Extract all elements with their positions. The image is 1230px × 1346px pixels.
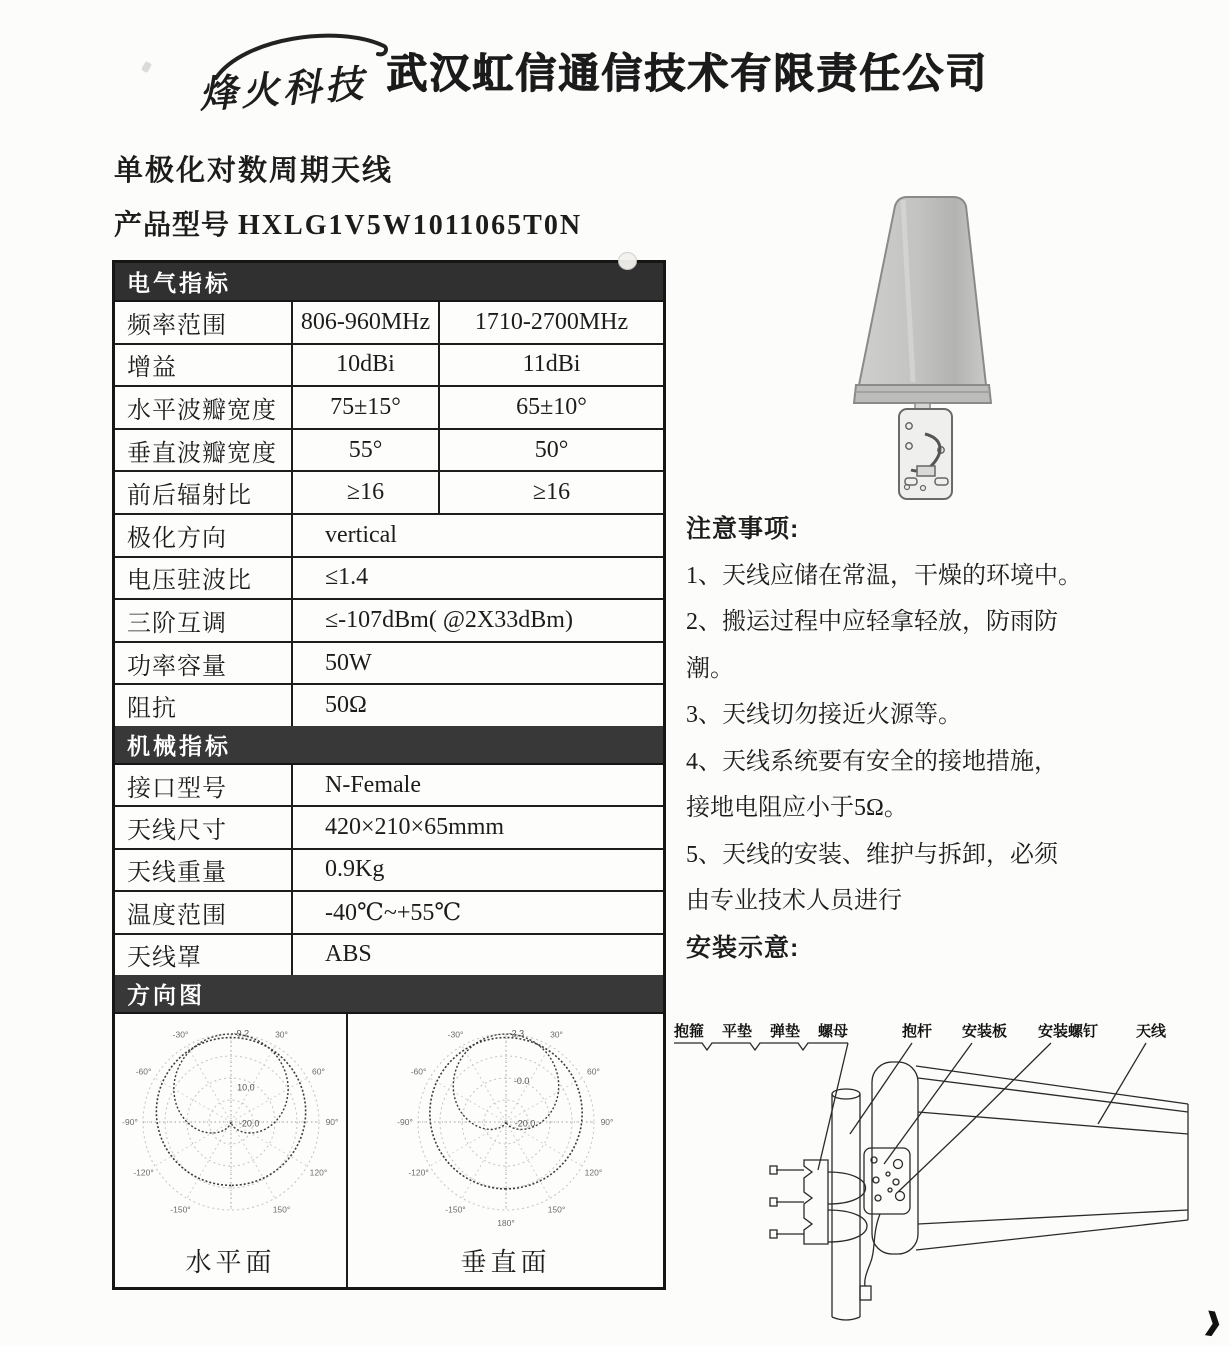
section-header-electrical: 电气指标 <box>115 263 663 302</box>
svg-text:-30°: -30° <box>172 1029 188 1040</box>
vertical-pattern-chart <box>392 1016 620 1244</box>
spec-row <box>115 685 663 726</box>
spec-label: 频率范围 <box>115 302 293 343</box>
svg-text:-60°: -60° <box>410 1066 426 1077</box>
spec-value: N-Female <box>325 771 421 798</box>
spec-row <box>115 850 663 892</box>
spec-label: 垂直波瓣宽度 <box>115 430 293 471</box>
spec-label: 温度范围 <box>115 892 293 932</box>
svg-text:30°: 30° <box>549 1029 563 1040</box>
spec-value-low-band: 75±15° <box>293 387 440 428</box>
label-spring-washer: 弹垫 <box>770 1023 801 1040</box>
spec-row <box>115 807 663 849</box>
spec-value: vertical <box>325 521 397 548</box>
spec-label: 前后辐射比 <box>115 472 293 513</box>
svg-text:-0.0: -0.0 <box>513 1076 529 1087</box>
spec-label: 极化方向 <box>115 515 293 556</box>
spec-value-high-band: 50° <box>534 436 569 463</box>
vertical-pattern-cell <box>348 1014 663 1287</box>
spec-label: 增益 <box>115 345 293 386</box>
svg-text:120°: 120° <box>584 1167 602 1178</box>
spec-label: 天线罩 <box>115 935 293 975</box>
section-header-pattern: 方向图 <box>115 975 663 1014</box>
antenna-product-photo <box>843 182 1083 512</box>
label-pole: 抱杆 <box>902 1023 933 1040</box>
note-line: 4、天线系统要有安全的接地措施， <box>686 748 1058 775</box>
svg-text:-120°: -120° <box>407 1167 429 1178</box>
model-label: 产品型号 <box>114 210 231 241</box>
spec-value-low-band: 55° <box>293 430 440 471</box>
label-clamp: 抱箍 <box>674 1023 705 1040</box>
spec-value-high-band: 65±10° <box>516 393 587 420</box>
spec-row <box>115 387 663 430</box>
horizontal-pattern-cell <box>115 1014 348 1287</box>
notes-lines <box>686 553 1230 925</box>
svg-text:30°: 30° <box>274 1029 288 1040</box>
label-mount-screw: 安装螺钉 <box>1038 1023 1099 1040</box>
pattern-plots <box>115 1014 663 1287</box>
spec-value-high-band: 11dBi <box>522 351 581 378</box>
installation-diagram <box>666 1012 1230 1344</box>
spec-row <box>115 600 663 643</box>
spec-value: ≤1.4 <box>325 564 369 591</box>
model-value: HXLG1V5W1011065T0N <box>238 210 583 241</box>
svg-text:-90°: -90° <box>396 1116 413 1127</box>
svg-text:150°: 150° <box>272 1204 290 1215</box>
note-line: 3、天线切勿接近火源等。 <box>686 702 962 728</box>
svg-text:-20.0: -20.0 <box>238 1118 259 1129</box>
spec-value-high-band: 1710-2700MHz <box>474 308 629 335</box>
scan-stamp-mark <box>618 252 637 270</box>
label-nut: 螺母 <box>818 1023 849 1040</box>
spec-value-low-band: 806-960MHz <box>293 302 440 343</box>
mechanical-rows <box>115 765 663 975</box>
horizontal-pattern-caption: 水平面 <box>185 1247 276 1277</box>
product-title: 单极化对数周期天线 <box>114 155 394 187</box>
svg-text:-9.2: -9.2 <box>233 1028 249 1039</box>
radome-body <box>859 197 986 385</box>
horizontal-pattern-chart <box>117 1016 345 1244</box>
notes-block <box>686 506 1230 971</box>
scan-corner-mark: ❱ <box>1201 1308 1225 1338</box>
spec-value: ≤-107dBm( @2X33dBm) <box>325 606 573 633</box>
spec-label: 三阶互调 <box>115 600 293 641</box>
svg-text:-120°: -120° <box>132 1167 154 1178</box>
spec-label: 阻抗 <box>115 685 293 726</box>
section-header-mechanical: 机械指标 <box>115 726 663 765</box>
svg-text:150°: 150° <box>547 1204 565 1215</box>
spec-value-high-band: ≥16 <box>532 479 571 506</box>
label-flat-washer: 平垫 <box>722 1023 753 1040</box>
spec-row <box>115 892 663 934</box>
spec-row <box>115 302 663 345</box>
svg-text:-20.0: -20.0 <box>514 1118 535 1129</box>
scan-smudge <box>141 61 152 73</box>
svg-text:-90°: -90° <box>121 1116 138 1127</box>
svg-text:-60°: -60° <box>135 1066 151 1077</box>
spec-label: 功率容量 <box>115 643 293 684</box>
label-mount-plate: 安装板 <box>962 1023 1008 1040</box>
spec-value: 420×210×65mmm <box>325 814 505 841</box>
spec-row <box>115 765 663 807</box>
spec-row <box>115 430 663 473</box>
install-title: 安装示意: <box>686 933 800 962</box>
company-name: 武汉虹信通信技术有限责任公司 <box>386 50 988 96</box>
product-model <box>114 203 582 243</box>
svg-text:-30°: -30° <box>447 1029 463 1040</box>
spec-row <box>115 472 663 515</box>
electrical-rows <box>115 302 663 726</box>
spec-value: ABS <box>325 941 372 968</box>
spec-value: -40℃~+55℃ <box>325 899 462 926</box>
note-line: 由专业技术人员进行 <box>686 888 902 914</box>
spec-row <box>115 558 663 601</box>
spec-value: 50Ω <box>325 692 367 719</box>
notes-title: 注意事项: <box>686 515 800 543</box>
spec-label: 天线重量 <box>115 850 293 890</box>
spec-value: 50W <box>325 649 372 676</box>
spec-label: 天线尺寸 <box>115 807 293 847</box>
svg-text:-150°: -150° <box>169 1204 191 1215</box>
spec-row <box>115 643 663 686</box>
fiberhome-logo <box>188 16 398 126</box>
spec-label: 接口型号 <box>115 765 293 805</box>
svg-text:90°: 90° <box>325 1116 338 1127</box>
spec-row <box>115 935 663 975</box>
svg-text:90°: 90° <box>600 1116 613 1127</box>
logo-script-text: 烽火科技 <box>197 63 369 117</box>
svg-text:60°: 60° <box>586 1066 600 1077</box>
spec-value-low-band: ≥16 <box>293 472 440 513</box>
note-line: 1、天线应储在常温，干燥的环境中。 <box>686 562 1082 589</box>
spec-table <box>112 260 666 1290</box>
label-antenna: 天线 <box>1136 1023 1167 1040</box>
spec-row <box>115 345 663 388</box>
note-line: 2、搬运过程中应轻拿轻放，防雨防 <box>686 609 1058 635</box>
radome-rim <box>854 385 991 403</box>
spec-value: 0.9Kg <box>325 856 385 883</box>
svg-text:-150°: -150° <box>444 1204 466 1215</box>
note-line: 潮。 <box>686 655 734 682</box>
svg-text:120°: 120° <box>309 1167 327 1178</box>
spec-label: 电压驻波比 <box>115 558 293 599</box>
spec-label: 水平波瓣宽度 <box>115 387 293 428</box>
note-line: 接地电阻应小于5Ω。 <box>686 795 908 821</box>
spec-row <box>115 515 663 558</box>
svg-text:180°: 180° <box>496 1217 515 1228</box>
note-line: 5、天线的安装、维护与拆卸，必须 <box>686 841 1058 868</box>
spec-value-low-band: 10dBi <box>293 345 440 386</box>
svg-text:60°: 60° <box>311 1066 325 1077</box>
svg-text:10.0: 10.0 <box>236 1082 255 1093</box>
vertical-pattern-caption: 垂直面 <box>460 1247 551 1277</box>
svg-text:-2.3: -2.3 <box>508 1028 524 1039</box>
